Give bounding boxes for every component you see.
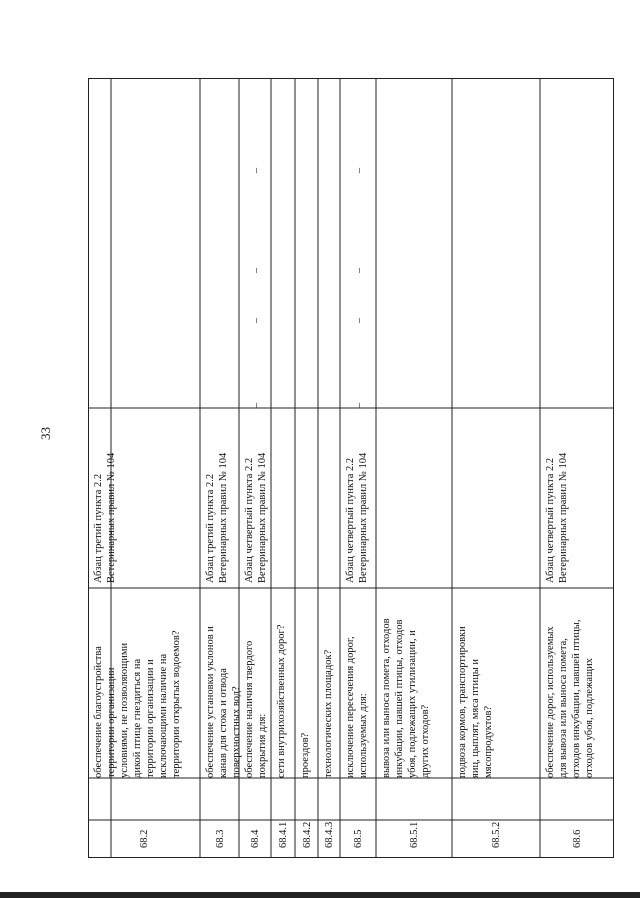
row-number: 68.4.3 (324, 821, 335, 848)
row-number: 68.6 (572, 829, 583, 848)
row-requirement: Абзац четвертый пункта 2.2 Ветеринарных правил № 104 (345, 452, 369, 583)
row-question: вывоза или выноса помета, отходов инкубации, павшей птицы, отходов убоя, подлежащих утилизации, и других отходов? (381, 618, 431, 778)
row-question: обеспечение наличия твердого покрытия для: (244, 640, 268, 778)
row-question: технологических площадок? (323, 649, 334, 778)
scan-edge (0, 892, 640, 898)
checklist-table (88, 78, 614, 858)
row-number: 68.5 (353, 829, 364, 848)
row-number: 68.4 (250, 829, 261, 848)
page-number: 33 (38, 427, 53, 440)
row-question: обеспечение установки уклонов и канав для стока и отвода поверхностных вод? (205, 626, 242, 778)
row-question: сети внутрихозяйственных дорог? (276, 624, 287, 778)
row-number: 68.2 (139, 829, 150, 848)
row-number: 68.5.1 (409, 821, 420, 848)
row-question: обеспечение дорог, используемых для вывоза или выноса помета, отходов инкубации, павшей птицы, отходов убоя, подлежащих (545, 619, 595, 778)
row-question: проездов? (300, 732, 311, 778)
dash-mark: – (251, 268, 262, 273)
dash-mark: – (251, 318, 262, 323)
dash-mark: – (251, 168, 262, 173)
dash-mark: – (354, 318, 365, 323)
dash-mark: – (354, 268, 365, 273)
row-question: подвоза кормов, транспортировки яиц, цыплят, мяса птицы и мясопродуктов? (457, 626, 494, 778)
row-number: 68.3 (214, 829, 226, 848)
row-requirement: Абзац третий пункта 2.2 Ветеринарных правил № 104 (205, 452, 229, 583)
row-question: исключение пересечения дорог, используемых для: (345, 636, 369, 778)
dash-mark: – (354, 168, 365, 173)
row-number: 68.5.2 (491, 821, 502, 848)
row-requirement: Абзац третий пункта 2.2 Ветеринарных правил № 104 (93, 452, 117, 583)
row-question: обеспечение благоустройства территории организации условиями, не позволяющими дикой птице гнездиться на территории организации и исключающими наличие на территории открытых водоемов? (93, 630, 182, 778)
row-number: 68.4.2 (301, 821, 313, 848)
dash-mark: – (251, 403, 262, 408)
row-requirement: Абзац четвертый пункта 2.2 Ветеринарных правил № 104 (545, 452, 569, 583)
row-number: 68.4.1 (278, 821, 289, 848)
dash-mark: – (354, 403, 365, 408)
row-requirement: Абзац четвертый пункта 2.2 Ветеринарных правил № 104 (244, 452, 268, 583)
